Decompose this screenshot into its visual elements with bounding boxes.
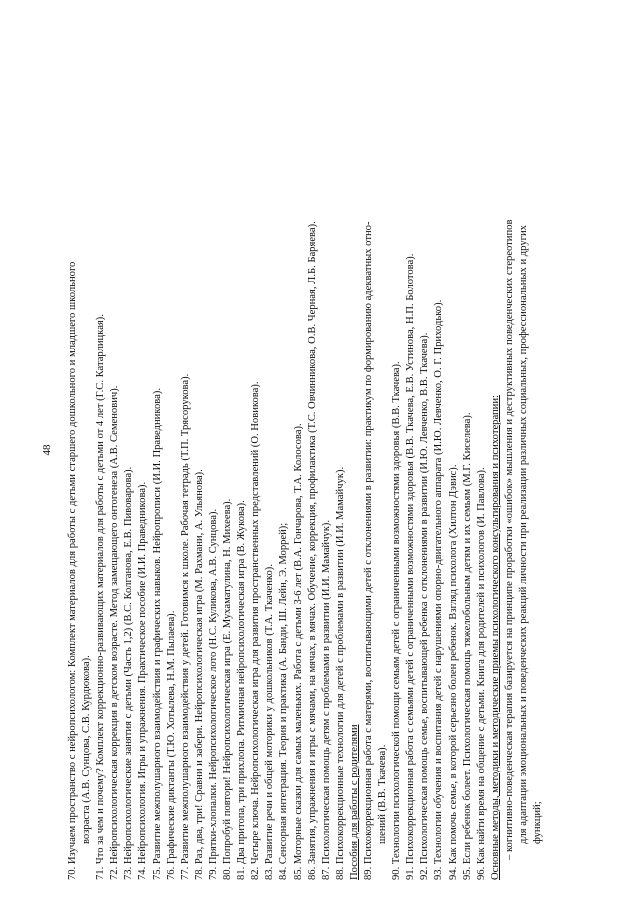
bullet-line: для адаптации эмоциональных и поведенческих реакций личности при реализации различных социальных, профессиональных и других [518, 225, 529, 844]
list-item-line: 77. Развитие межполушарного взаимодействия у детей. Готовимся к школе. Рабочая тетрадь (Т.П. Трясорукова). [179, 373, 191, 880]
list-item-line: 76. Графические диктанты (Т.Ю. Хотылева, Н.М. Пылаева). [165, 610, 177, 880]
list-item-line: 90. Технологии психологической помощи семьям детей с ограниченными возможностями здоровья (В.В. Ткачева). [391, 361, 403, 880]
list-item-line: 83. Развитие речи и общей моторики у дошкольников (Т.А. Ткаченко). [264, 564, 276, 880]
list-item-line: 74. Нейропсихология. Игры и упражнения. Практическое пособие (И.И. Праведникова). [137, 481, 149, 880]
list-item-line: 95. Если ребенок болеет. Психологическая помощь тяжелобольным детям и их семьям (М.Г. Киселева). [461, 412, 473, 880]
list-item-line: 94. Как помочь семье, в которой серьезно болен ребенок. Взгляд психолога (Хилтон Дэвис). [447, 464, 459, 880]
document-body [66, 20, 545, 880]
list-item-line: 93. Технологии обучения и воспитания детей с нарушениями опорно-двигательного аппарата (И.Ю. Левченко, О. Г. Приходько). [433, 299, 445, 880]
list-item-line: 85. Моторные сказки для самых маленьких. Работа с детьми 3-6 лет (В.А. Гончарова, Т.А. Колосова). [292, 423, 304, 880]
list-item-line: 78. Раз, два, три! Сравни и забери. Нейропсихологическая игра (М. Рахмани, А. Ульянова). [193, 469, 205, 880]
page-number: 48 [41, 444, 53, 456]
bullet-line: функций; [532, 801, 544, 844]
list-item-line: 84. Сенсорная интеграция. Теория и практика (А. Банди, Ш. Лейн, Э. Моррей); [278, 522, 290, 880]
list-item-line: 88. Психокоррекционные технологии для детей с проблемами в развитии (И.И. Мамайчук). [334, 466, 346, 880]
list-item-line: 70. Изучаем пространство с нейропсихологом: Комплект материалов для работы с детьми старшего дошкольного и младшего школьного [67, 261, 78, 880]
list-item-line: 79. Прятки-хлопалки. Нейропсихологическое лото (Н.С. Куликова, А.В. Сунцова). [207, 508, 219, 880]
list-item-line: 72. Нейропсихологическая коррекция в детском возрасте. Метод замещающего онтогенеза (А.В. Семенович). [109, 385, 121, 880]
bullet-line: – когнитивно-поведенческая терапия базируется на принципе проработки «ошибок» мышления и деструктивных поведенческих стереотипов [503, 219, 515, 860]
list-item-line: 92. Психологическая помощь семье, воспитывающей ребенка с отклонениями в развитии (И.Ю. Левченко, В.В. Ткачева). [419, 332, 431, 880]
section-heading-parents: Пособия для работы с родителями [348, 724, 360, 880]
list-item-line: шений (В.В. Ткачева). [377, 744, 389, 844]
list-item-line: 96. Как найти время на общение с детьми. Книга для родителей и психологов (И. Павлова). [475, 467, 487, 880]
section-heading-methods: Основные методы, методики и методические приемы психологического консультирования и психотерапии: [489, 395, 501, 880]
list-item-line: 89. Психокоррекционная работа с матерями, воспитывающими детей с отклонениями в развитии: практикум по формированию адекватных отно- [362, 221, 374, 880]
list-item-line: 75. Развитие межполушарного взаимодействия и графических навыков. Нейропрописи (И.И. Праведникова). [151, 388, 163, 880]
list-item-line: 71. Что за чем и почему? Комплект коррекционно-развивающих материалов для работы с детьми от 4 лет (Г.С. Катарлицкая). [95, 314, 107, 880]
list-item-line: возраста (А.В. Сунцова, С.В. Курдюкова). [81, 655, 93, 844]
list-item-line: 87. Психологическая помощь детям с проблемами в развитии (И.И. Мамайчук). [320, 519, 332, 880]
list-item-line: 91. Психокоррекционная работа с семьями детей с ограниченными возможностями здоровья (В.В. Ткачева, Е.В. Устинова, Н.П. Болотова). [405, 253, 417, 880]
rotated-text-block [40, 20, 600, 880]
list-item-line: 73. Нейропсихологические занятия с детьми (Часть 1,2) (В.С. Колганова, Е.В. Пивоварова). [123, 466, 135, 880]
list-item-line: 81. Два притопа, три прихлопа. Ритмичная нейропсихологическая игра (В. Жукова). [236, 500, 248, 880]
list-item-line: 80. Попробуй повтори! Нейропсихологическая игра (Е. Мухаматулина, Н. Михеева). [222, 498, 234, 880]
list-item-line: 86. Занятия, упражнения и игры с мячами, на мячах, в мячах. Обучение, коррекция, профилактика (Т.С. Овчинникова, О.В. Черная, Л.Б. Баряева). [306, 221, 318, 880]
list-item-line: 82. Четыре ключа. Нейропсихологическая игра для развития пространственных представлений (О. Новикова). [250, 381, 262, 880]
